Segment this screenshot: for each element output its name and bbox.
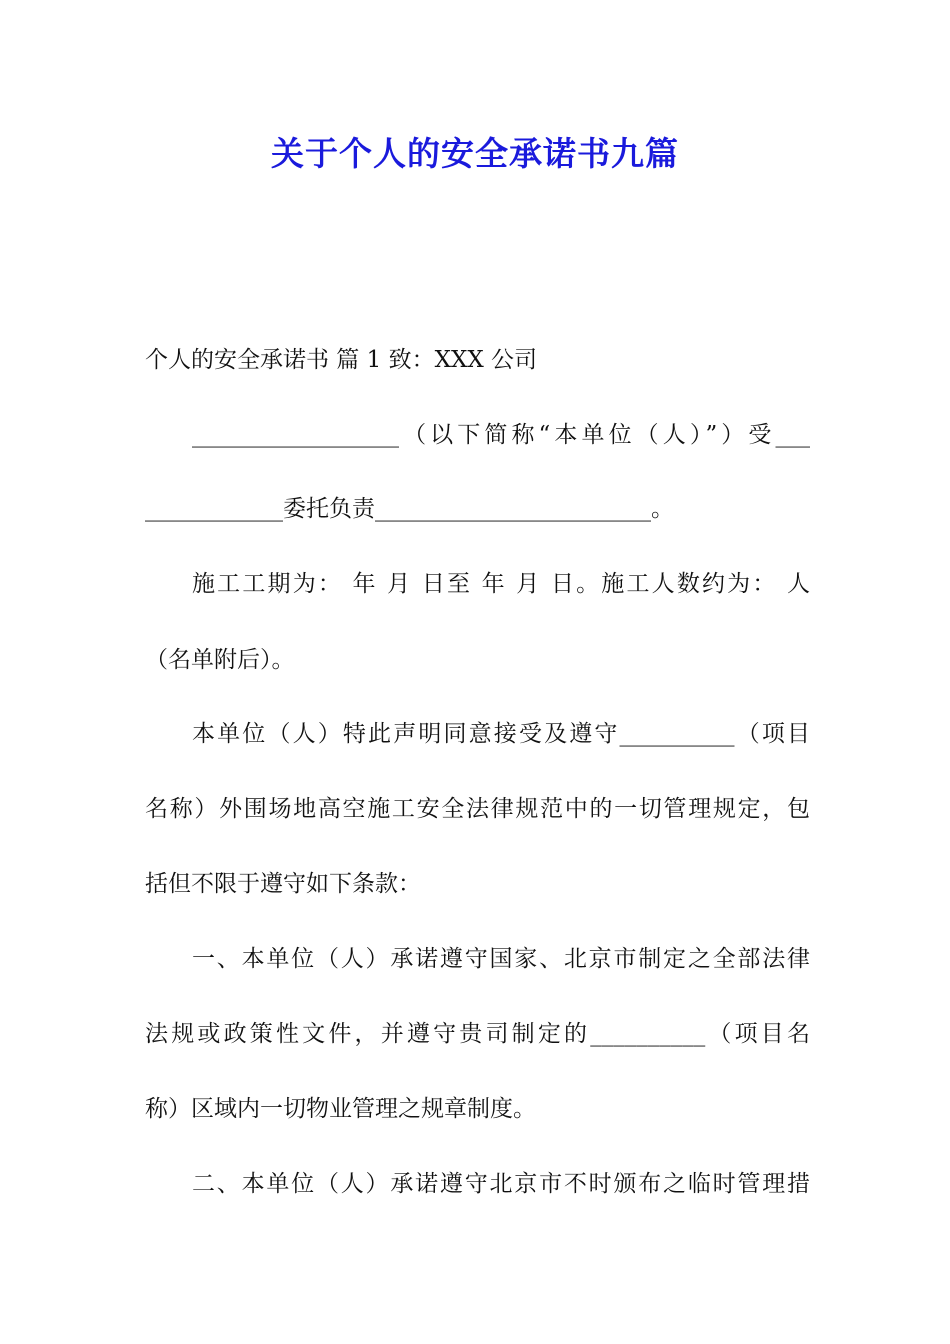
paragraph-line: 法规或政策性文件，并遵守贵司制定的__________（项目名 [145,1021,810,1047]
paragraph-line: 名称）外围场地高空施工安全法律规范中的一切管理规定，包 [145,796,810,822]
document-heading-line: 个人的安全承诺书 篇 1 致：XXX 公司 [145,347,537,373]
paragraph-line: 本单位（人）特此声明同意接受及遵守__________（项目 [192,721,810,747]
paragraph-line: 括但不限于遵守如下条款： [145,871,421,897]
document-title: 关于个人的安全承诺书九篇 [271,134,679,173]
paragraph-line: 称）区域内一切物业管理之规章制度。 [145,1096,536,1122]
paragraph-line: 施工工期为： 年 月 日至 年 月 日。施工人数约为： 人 [192,571,810,597]
paragraph-line: ____________委托负责________________________。 [145,496,674,522]
paragraph-line: __________________（以下简称“本单位（人）”）受___ [192,422,810,448]
paragraph-line: 二、本单位（人）承诺遵守北京市不时颁布之临时管理措 [192,1171,810,1197]
paragraph-line: （名单附后）。 [145,647,295,673]
paragraph-line: 一、本单位（人）承诺遵守国家、北京市制定之全部法律 [192,946,810,972]
